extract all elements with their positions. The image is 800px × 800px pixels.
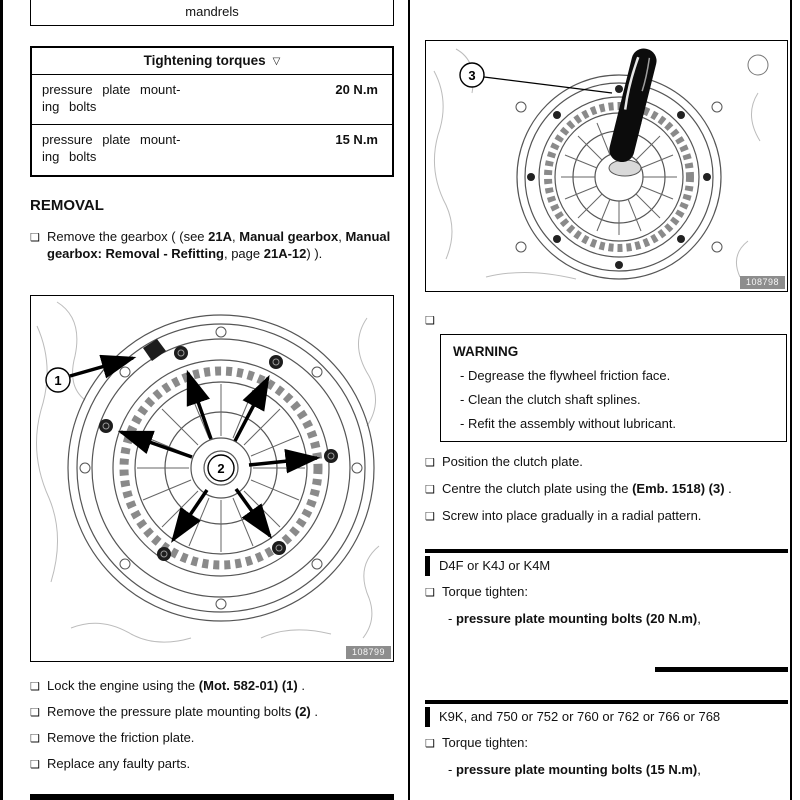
- callout-3: [460, 63, 612, 93]
- removal-heading: REMOVAL: [30, 197, 104, 214]
- figure-clutch-centering: [425, 40, 788, 292]
- bullet-lock-engine: [30, 678, 394, 695]
- bullet-icon: ❑: [30, 759, 40, 771]
- section-top-rule: [425, 549, 788, 553]
- torque-row-value: 15 N.m: [335, 132, 378, 147]
- warning-box: [440, 334, 787, 442]
- warning-item: - Refit the assembly without lubricant.: [460, 416, 677, 431]
- bullet-text: Screw into place gradually in a radial pattern.: [442, 508, 702, 523]
- bullet-position-clutch-plate: [425, 454, 787, 471]
- engine-section-header: [425, 556, 550, 576]
- bullet-torque-tighten: [425, 584, 787, 601]
- torque-table-title: [32, 48, 392, 75]
- bullet-torque-tighten: [425, 735, 787, 752]
- bullet-text: Remove the gearbox ( (see 21A, Manual gearbox, Manual gearbox: Removal - Refitting, page 21A-12) ).: [47, 229, 391, 261]
- figure-number: 108799: [346, 646, 391, 659]
- table-row: [32, 125, 392, 175]
- section-header-text: K9K, and 750 or 752 or 760 or 762 or 766 or 768: [439, 709, 721, 724]
- torque-spec-item: - pressure plate mounting bolts (15 N.m),: [448, 762, 701, 777]
- bullet-icon: ❑: [425, 315, 435, 327]
- warning-item: - Degrease the flywheel friction face.: [460, 368, 671, 383]
- mounting-bolts: [99, 346, 338, 561]
- bullet-text: Lock the engine using the (Mot. 582-01) (1) .: [47, 678, 305, 693]
- bullet-centre-clutch-plate: [425, 481, 787, 498]
- tool-collar: [609, 160, 641, 176]
- bullet-text: Centre the clutch plate using the (Emb. 1518) (3) .: [442, 481, 732, 496]
- tightening-torques-table: [30, 46, 394, 177]
- bullet-icon: ❑: [425, 484, 435, 496]
- engine-bay-lines: [434, 49, 760, 279]
- bullet-icon: ❑: [30, 681, 40, 693]
- bullet-icon: ❑: [425, 457, 435, 469]
- table-row: [32, 75, 392, 125]
- bullet-remove-gearbox: [30, 229, 394, 262]
- bottom-section-rule: [30, 794, 394, 800]
- section-end-rule: [655, 667, 788, 672]
- bullet-icon: ❑: [30, 707, 40, 719]
- bullet-remove-bolts: [30, 704, 394, 721]
- warning-title: WARNING: [453, 344, 519, 359]
- section-header-text: D4F or K4J or K4M: [439, 558, 551, 573]
- top-box-text: mandrels: [185, 4, 239, 19]
- bullet-text: Torque tighten:: [442, 735, 529, 750]
- engine-section-header: [425, 707, 720, 727]
- torque-table-title-text: Tightening torques: [143, 53, 266, 68]
- column-divider: [408, 0, 410, 800]
- bullet-text: Torque tighten:: [442, 584, 529, 599]
- bullet-text: Remove the pressure plate mounting bolts (2) .: [47, 704, 318, 719]
- bullet-text: Remove the friction plate.: [47, 730, 195, 745]
- torque-spec-item: - pressure plate mounting bolts (20 N.m),: [448, 611, 701, 626]
- callout-1-label: 1: [54, 373, 62, 388]
- bullet-text: Position the clutch plate.: [442, 454, 583, 469]
- right-edge-rule: [790, 0, 792, 800]
- callout-3-label: 3: [468, 68, 476, 83]
- callout-2-label: 2: [217, 461, 225, 476]
- engine-locking-tool: [143, 339, 166, 361]
- bullet-icon: ❑: [425, 587, 435, 599]
- bullet-icon: ❑: [30, 733, 40, 745]
- bullet-icon: ❑: [425, 738, 435, 750]
- centering-tool: [607, 46, 659, 165]
- torque-row-value: 20 N.m: [335, 82, 378, 97]
- clutch-centering-illustration: [426, 41, 786, 290]
- bullet-text: Replace any faulty parts.: [47, 756, 191, 771]
- clutch-removal-illustration: [31, 296, 392, 660]
- bullet-icon: ❑: [30, 232, 40, 244]
- housing-knob: [748, 55, 768, 75]
- bullet-screw-radial: [425, 508, 787, 525]
- torque-row-label: pressure plate mount- ing bolts: [42, 82, 181, 114]
- left-edge-rule: [0, 0, 3, 800]
- figure-clutch-removal: [30, 295, 394, 662]
- figure-number: 108798: [740, 276, 785, 289]
- torque-row-label: pressure plate mount- ing bolts: [42, 132, 181, 164]
- warning-item: - Clean the clutch shaft splines.: [460, 392, 641, 407]
- bullet-remove-friction-plate: [30, 730, 394, 747]
- bullet-icon: ❑: [425, 511, 435, 523]
- callout-2: [208, 455, 234, 481]
- triangle-down-icon: ▽: [272, 56, 281, 67]
- section-top-rule: [425, 700, 788, 704]
- previous-table-fragment: [30, 0, 394, 26]
- bullet-replace-faulty-parts: [30, 756, 394, 773]
